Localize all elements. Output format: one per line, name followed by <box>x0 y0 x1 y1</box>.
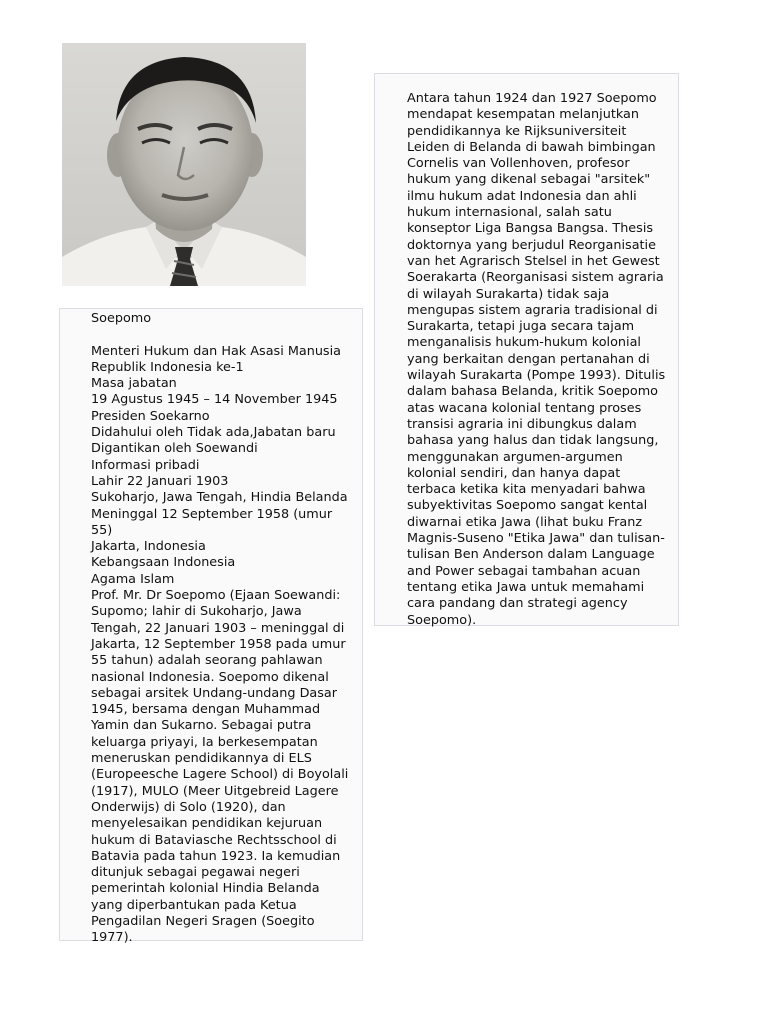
left-box-text-line: Jakarta, 12 September 1958 pada umur <box>91 636 346 652</box>
right-box-text-line: dalam bahasa Belanda, kritik Soepomo <box>407 384 659 400</box>
left-box-text-line: Onderwijs) di Solo (1920), dan <box>91 799 286 815</box>
right-box-text-line: yang berkaitan dengan pertanahan di <box>407 351 650 367</box>
left-box-text-line: pemerintah kolonial Hindia Belanda <box>91 881 320 897</box>
left-box-text-line: keluarga priyayi, Ia berkesempatan <box>91 734 318 750</box>
right-box-text-line: pendidikannya ke Rijksuniversiteit <box>407 123 627 139</box>
biography-infobox <box>59 308 363 946</box>
left-box-text-line: Tengah, 22 Januari 1903 – meninggal di <box>91 620 345 636</box>
right-box-text-line: hukum internasional, salah satu <box>407 205 612 221</box>
left-box-text-line: Masa jabatan <box>91 376 177 392</box>
left-box-text-line: Supomo; lahir di Sukoharjo, Jawa <box>91 604 302 620</box>
right-box-text-line: konseptor Liga Bangsa Bangsa. Thesis <box>407 221 654 237</box>
left-box-text-line: Sukoharjo, Jawa Tengah, Hindia Belanda <box>91 490 348 506</box>
left-box-text-line: yang diperbantukan pada Ketua <box>91 897 297 913</box>
left-box-text-line: 19 Agustus 1945 – 14 November 1945 <box>91 392 338 408</box>
right-box-text-line: Surakarta, tetapi juga secara tajam <box>407 319 635 335</box>
left-box-text-line: Pengadilan Negeri Sragen (Soegito <box>91 913 315 929</box>
portrait-photo <box>62 43 306 286</box>
left-box-text-line: Republik Indonesia ke-1 <box>91 359 244 375</box>
right-box-text-line: terbaca ketika kita menyadari bahwa <box>407 482 646 498</box>
right-box-text-line: Cornelis van Vollenhoven, profesor <box>407 156 630 172</box>
left-box-text-line: Soepomo <box>91 311 152 326</box>
right-box-text-line: tentang etika Jawa untuk memahami <box>407 579 645 595</box>
right-box-text-line: Antara tahun 1924 dan 1927 Soepomo <box>407 91 657 106</box>
right-box-text-line: hukum yang dikenal sebagai "arsitek" <box>407 172 651 188</box>
right-box-text-line: Soepomo). <box>407 612 477 628</box>
left-box-text-line: Digantikan oleh Soewandi <box>91 441 258 457</box>
left-box-text-line: Informasi pribadi <box>91 457 200 473</box>
right-box-text-line: menganalisis hukum-hukum kolonial <box>407 335 641 351</box>
left-box-text-line: Meninggal 12 September 1958 (umur <box>91 506 333 522</box>
left-box-text-line: (1917), MULO (Meer Uitgebreid Lagere <box>91 783 339 799</box>
right-box-text-line: Leiden di Belanda di bawah bimbingan <box>407 139 656 155</box>
right-box-text-line: bahasa yang halus dan tidak langsung, <box>407 433 659 449</box>
right-box-text-line: transisi agraria ini dibungkus dalam <box>407 416 637 432</box>
left-box-text-line: nasional Indonesia. Soepomo dikenal <box>91 669 329 685</box>
right-box-text-line: Magnis-Suseno "Etika Jawa" dan tulisan- <box>407 531 665 547</box>
left-box-text-line: Prof. Mr. Dr Soepomo (Ejaan Soewandi: <box>91 588 341 604</box>
left-box-text-line: ditunjuk sebagai pegawai negeri <box>91 865 300 881</box>
left-box-text-line: menyelesaikan pendidikan kejuruan <box>91 816 323 832</box>
left-box-text-line: meneruskan pendidikannya di ELS <box>91 751 312 767</box>
right-box-text-line: subyektivitas Soepomo sangat kental <box>407 498 648 514</box>
right-box-text-line: van het Agrarisch Stelsel in het Gewest <box>407 253 660 269</box>
education-paragraph-box <box>374 73 679 626</box>
left-box-text-line: Yamin dan Sukarno. Sebagai putra <box>91 718 312 734</box>
right-box-text-line: menggunakan argumen-argumen <box>407 449 623 465</box>
left-box-text-line: hukum di Bataviasche Rechtsschool di <box>91 832 337 848</box>
right-box-text-line: atas wacana kolonial tentang proses <box>407 400 642 416</box>
right-box-text-line: and Power sebagai tambahan acuan <box>407 563 641 579</box>
right-box-text-line: di wilayah Surakarta) tidak saja <box>407 286 610 302</box>
left-box-blank-line <box>91 327 358 343</box>
left-box-text-line: Jakarta, Indonesia <box>91 539 206 555</box>
left-box-text-line: 55) <box>91 522 113 538</box>
right-box-text-line: tulisan Ben Anderson dalam Language <box>407 547 655 563</box>
right-box-text-line: Soerakarta (Reorganisasi sistem agraria <box>407 270 664 286</box>
right-box-text-line: kolonial sendiri, dan hanya dapat <box>407 465 621 481</box>
right-box-text-line: doktornya yang berjudul Reorganisatie <box>407 237 656 253</box>
right-box-text-line: mengupas sistem agraria tradisional di <box>407 302 658 318</box>
right-box-text-line: mendapat kesempatan melanjutkan <box>407 107 639 123</box>
left-box-text-line: Menteri Hukum dan Hak Asasi Manusia <box>91 343 342 359</box>
right-box-text-line: cara pandang dan strategi agency <box>407 596 628 612</box>
left-box-text-line: Presiden Soekarno <box>91 408 210 424</box>
right-box-text-line: diwarnai etika Jawa (lihat buku Franz <box>407 514 643 530</box>
left-box-text-line: sebagai arsitek Undang-undang Dasar <box>91 685 338 701</box>
left-box-text-line: 55 tahun) adalah seorang pahlawan <box>91 653 323 669</box>
left-box-text-line: 1945, bersama dengan Muhammad <box>91 702 321 718</box>
left-box-text-line: Agama Islam <box>91 571 175 587</box>
left-box-text-line: Lahir 22 Januari 1903 <box>91 473 229 489</box>
left-box-text-line: Didahului oleh Tidak ada,Jabatan baru <box>91 425 336 441</box>
left-box-text-line: (Europeesche Lagere School) di Boyolali <box>91 767 349 783</box>
left-box-text-line: 1977). <box>91 930 133 946</box>
left-box-text-line: Batavia pada tahun 1923. Ia kemudian <box>91 848 341 864</box>
right-box-text-line: ilmu hukum adat Indonesia dan ahli <box>407 188 637 204</box>
right-box-text-line: wilayah Surakarta (Pompe 1993). Ditulis <box>407 368 666 384</box>
left-box-text-line: Kebangsaan Indonesia <box>91 555 236 571</box>
portrait-image <box>62 43 306 286</box>
